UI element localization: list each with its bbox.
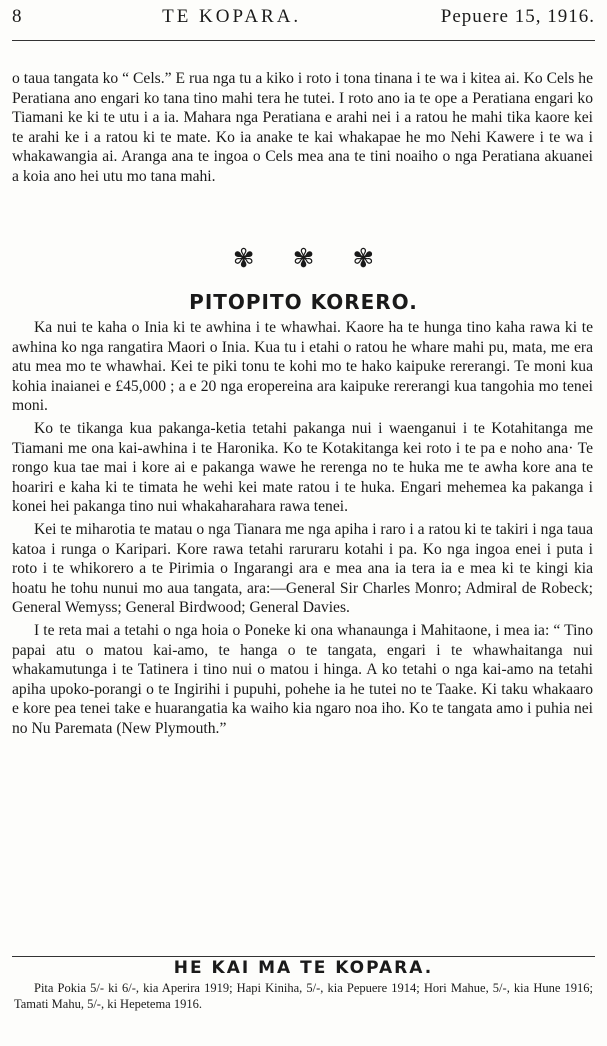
flower-ornament-icon: ✾: [232, 244, 255, 273]
footer-rule: [12, 956, 595, 957]
publication-title: TE KOPARA.: [162, 6, 302, 27]
subscriber-list: Pita Pokia 5/- ki 6/-, kia Aperira 1919; Hapi Kiniha, 5/-, kia Pepuere 1914; Hori Mahue, 5/-, kia Hune 1916; Tamati Mahu, 5/-, ki Hepetema 1916.: [14, 981, 593, 1011]
page-number: 8: [12, 6, 23, 27]
intro-paragraph: o taua tangata ko “ Cels.” E rua nga tu a kiko i roto i tona tinana i te wa i kitea ai. Ko Cels he Peratiana ano engari ko tana tino mahi tera he tutei. I roto ano ia te ope a Peratiana engari ko Tiamani ke ki te utu i a ia. Mahara nga Peratiana e arahi nei i a ratou he mahi tika kaore kei te arahi ke i a ratou ki te mate. Ko ia anake te kai whakapae he mo Nehi Kawere i te wa i whakawangia ai. Aranga ana te ingoa o Cels mea ana te tini noaiho o nga Peratiana akuanei a koia ano hei utu mo tana mahi.: [12, 70, 593, 185]
flower-ornament-icon: ✾: [352, 244, 375, 273]
flower-ornament-icon: ✾: [292, 244, 315, 273]
header-rule: [12, 40, 595, 41]
news-paragraph: I te reta mai a tetahi o nga hoia o Poneke ki ona whanaunga i Mahitaone, i mea ia: “ Tino papai atu o matou kai-amo, te hanga o te tangata, engari i te whawhaitanga nui whakamutunga i te Tatinera i tino nui o matou i hinga. A ko tetahi o nga kai-amo na tetahi apiha upoko-porangi o te Ingirihi i pupuhi, pohehe ia he tutei no te Taake. Ki taku whakaaro e kore pea tenei take e huarangatia ka waiho kia ngaro noa iho. Ko te tangata amo i puhia nei no Nu Paremata (New Plymouth.”: [12, 621, 593, 737]
page-header: [12, 6, 595, 34]
news-paragraph: Ka nui te kaha o Inia ki te awhina i te whawhai. Kaore ha te hunga tino kaha rawa ki te awhina ko nga rangatira Maori o Inia. Kua tu i etahi o ratou he whare mahi pu, mata, me era atu mea mo te whawhai. Kei te piki tonu te kohi mo te hako kaipuke rererangi. Te moni kua kohia inaianei e £45,000 ; a e 20 nga eropereina ara kaipuke rererangi kua tangohia mo tenei moni.: [12, 319, 593, 415]
news-section: [12, 318, 593, 738]
issue-date: Pepuere 15, 1916.: [440, 6, 595, 27]
ornament-row: [0, 246, 607, 272]
footer-heading: HE KAI MA TE KOPARA.: [173, 958, 434, 978]
news-paragraph: Kei te miharotia te matau o nga Tianara me nga apiha i raro i a ratou ki te takiri i nga taua katoa i runga o Karipari. Kore rawa tetahi raruraru kotahi i pa. Ko nga ingoa enei i puta i roto i te whikorero a te Pirimia o Ingarangi ara e mea ana ia tera ia e mea ki te kingi kia hoatu he tohu nunui mo aua tangata, ara:—General Sir Charles Monro; Admiral de Robeck; General Wemyss; General Birdwood; General Davies.: [12, 520, 594, 617]
news-paragraph: Ko te tikanga kua pakanga-ketia tetahi pakanga nui i waenganui i te Kotahitanga me Tiamani me ona kai-awhina i te Haronika. Ko te Kotakitanga kei roto i te pa e noho ana· Te rongo kua tae mai i kore ai e pakanga wawe he rerenga no te huka me te awha kore ana te hoariri e kaha ki te timata he wehi kei mate ratou i te huka. Engari mehemea ka pakanga i konei hei pakanga tino nui whakaharahara rawa tenei.: [12, 419, 593, 516]
section-heading: PITOPITO KORERO.: [189, 290, 418, 314]
